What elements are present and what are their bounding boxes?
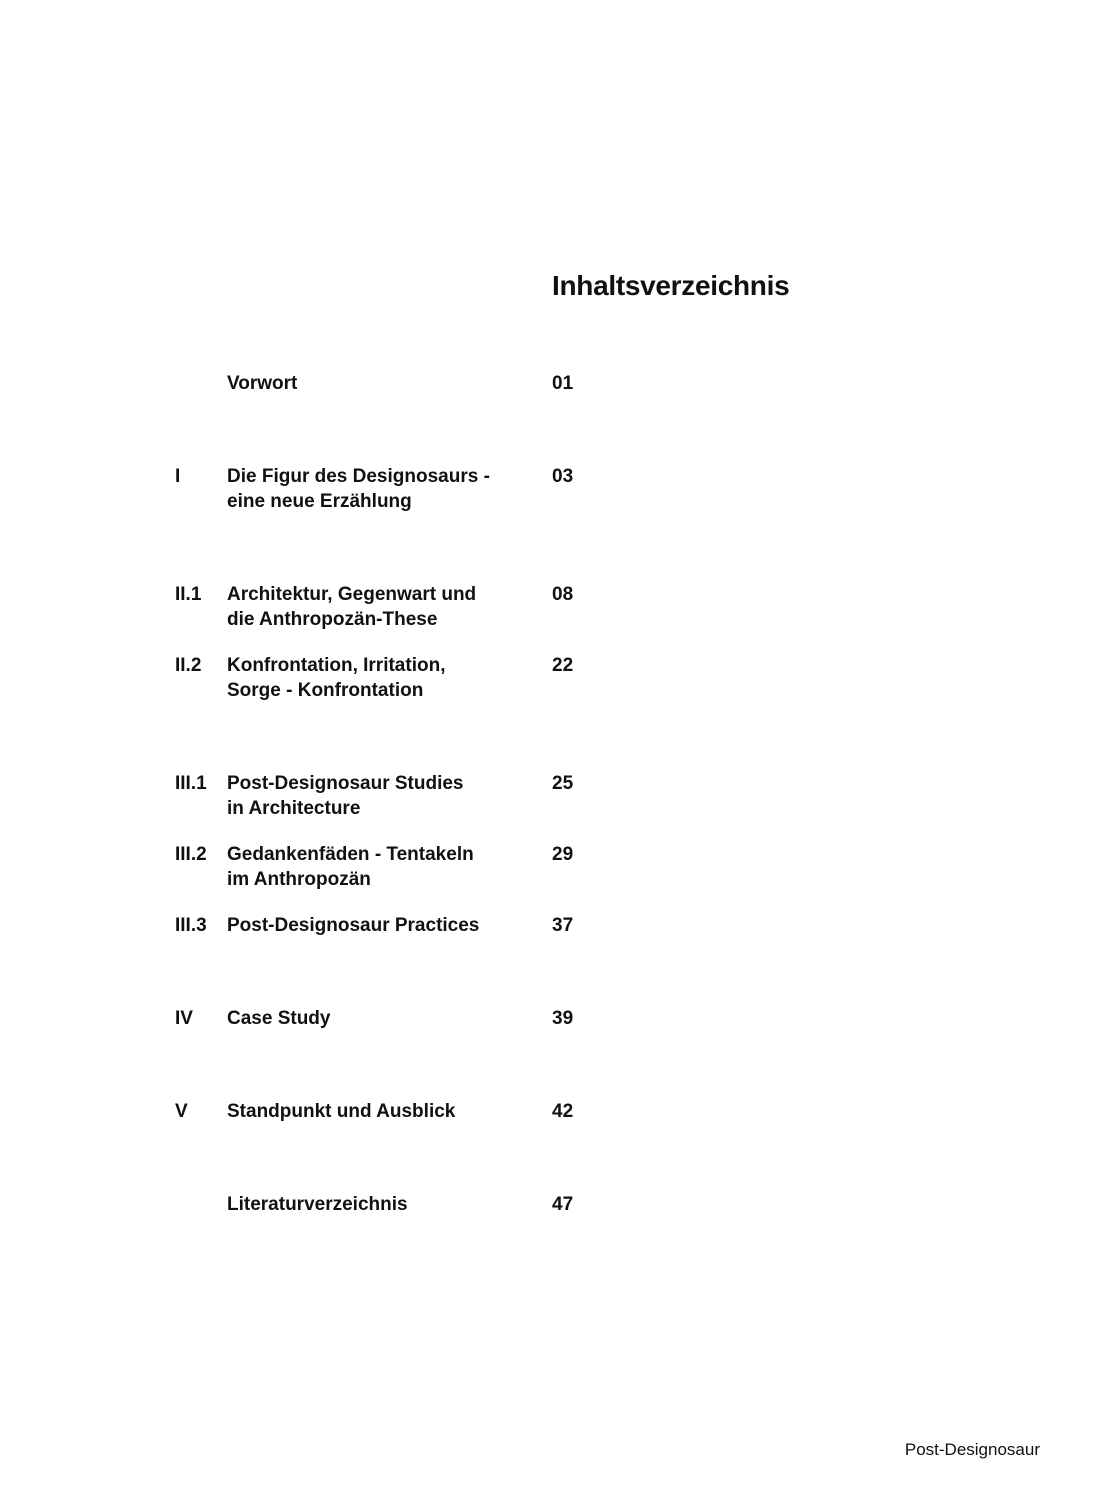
toc-entry-title-line: die Anthropozän-These bbox=[227, 609, 438, 630]
toc-entry-title-line: Standpunkt und Ausblick bbox=[227, 1101, 456, 1122]
toc-entry-number: V bbox=[175, 1101, 188, 1122]
toc-entry-title-line: Post-Designosaur Studies bbox=[227, 773, 464, 794]
toc-entry-title bbox=[227, 1192, 527, 1217]
toc-entry-number: III.2 bbox=[175, 844, 207, 865]
toc-entry-number: I bbox=[175, 466, 181, 487]
toc-entry-page: 47 bbox=[552, 1194, 574, 1215]
toc-entry-page: 01 bbox=[552, 373, 574, 394]
toc-entry-title-line: Konfrontation, Irritation, bbox=[227, 655, 446, 676]
toc-entry-title-line: Vorwort bbox=[227, 373, 298, 394]
toc-entry-page: 22 bbox=[552, 655, 574, 676]
toc-entry-title bbox=[227, 1099, 527, 1124]
toc-entry-page: 25 bbox=[552, 773, 574, 794]
toc-entry-title-line: eine neue Erzählung bbox=[227, 491, 412, 512]
toc-entry-number: III.3 bbox=[175, 915, 207, 936]
toc-entry-title bbox=[227, 771, 527, 821]
page-title: Inhaltsverzeichnis bbox=[552, 270, 790, 301]
toc-entry-title-line: im Anthropozän bbox=[227, 869, 371, 890]
toc-entry-title-line: Sorge - Konfrontation bbox=[227, 680, 424, 701]
toc-entry-title bbox=[227, 842, 527, 892]
toc-entry-number: III.1 bbox=[175, 773, 207, 794]
toc-entry-page: 08 bbox=[552, 584, 574, 605]
toc-entry-number: II.1 bbox=[175, 584, 202, 605]
toc-entry-number: II.2 bbox=[175, 655, 202, 676]
toc-entry-page: 03 bbox=[552, 466, 574, 487]
toc-entry-title bbox=[227, 464, 527, 514]
toc-entry-title-line: Post-Designosaur Practices bbox=[227, 915, 480, 936]
toc-entry-title bbox=[227, 1006, 527, 1031]
toc-entry-title-line: Die Figur des Designosaurs - bbox=[227, 466, 490, 487]
toc-entry-page: 29 bbox=[552, 844, 574, 865]
toc-entry-title bbox=[227, 913, 527, 938]
toc-entry-title-line: Gedankenfäden - Tentakeln bbox=[227, 844, 474, 865]
toc-entry-title-line: Literaturverzeichnis bbox=[227, 1194, 408, 1215]
toc-entry-page: 42 bbox=[552, 1101, 574, 1122]
toc-entry-title-line: in Architecture bbox=[227, 798, 361, 819]
toc-entry-page: 37 bbox=[552, 915, 574, 936]
toc-entry-title bbox=[227, 653, 527, 703]
toc-entry-page: 39 bbox=[552, 1008, 574, 1029]
toc-entry-title-line: Case Study bbox=[227, 1008, 331, 1029]
toc-entry-title-line: Architektur, Gegenwart und bbox=[227, 584, 477, 605]
toc-entry-number: IV bbox=[175, 1008, 193, 1029]
footer-running-title: Post-Designosaur bbox=[904, 1440, 1040, 1459]
toc-entry-title bbox=[227, 371, 527, 396]
toc-entry-title bbox=[227, 582, 527, 632]
